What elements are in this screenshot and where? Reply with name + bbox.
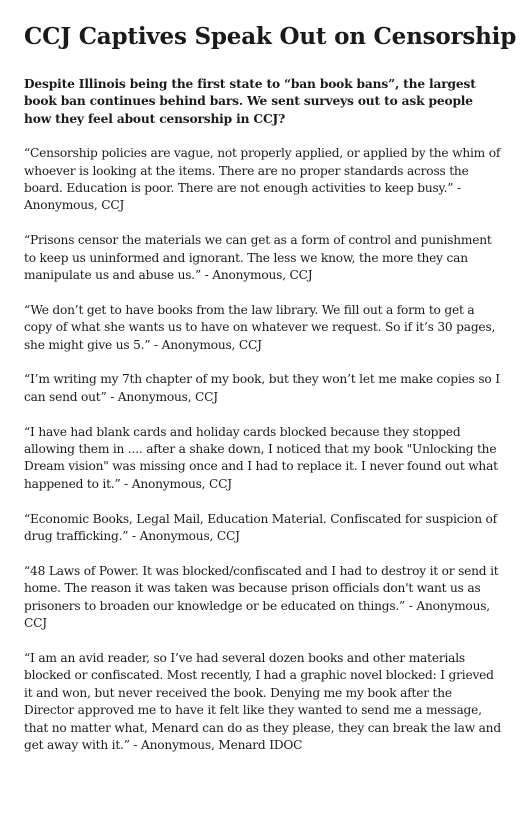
quote-4: “I’m writing my 7th chapter of my book, but they won’t let me make copies so I can send out” - Anonymous, CCJ (24, 372, 500, 404)
quote-1: “Censorship policies are vague, not properly applied, or applied by the whim of whoever is looking at the items. There are no proper standards across the board. Education is poor. There are not enough activities to keep busy.” - Anonymous, CCJ (24, 146, 501, 213)
quote-2: “Prisons censor the materials we can get as a form of control and punishment to keep us uninformed and ignorant. The less we know, the more they can manipulate us and abuse us.” - Anonymous, CCJ (24, 233, 492, 283)
quote-5: “I have had blank cards and holiday cards blocked because they stopped allowing them in .... after a shake down, I noticed that my book "Unlocking the Dream vision" was missing once and I had to replace it. I never found out what happened to it.” - Anonymous, CCJ (24, 424, 498, 491)
quote-3: “We don’t get to have books from the law library. We fill out a form to get a copy of what she wants us to have on whatever we request. So if it’s 30 pages, she might give us 5.” - Anonymous, CCJ (24, 302, 496, 352)
quote-6: “Economic Books, Legal Mail, Education Material. Confiscated for suspicion of drug trafficking.” - Anonymous, CCJ (24, 511, 497, 544)
document-page (24, 22, 517, 772)
intro-paragraph: Despite Illinois being the first state to “ban book bans”, the largest book ban continues behind bars. We sent surveys out to ask people how they feel about censorship in CCJ? (24, 77, 476, 126)
page-title: CCJ Captives Speak Out on Censorship (24, 23, 517, 50)
quote-7: “48 Laws of Power. It was blocked/confiscated and I had to destroy it or send it home. The reason it was taken was because prison officials don't want us as prisoners to broaden our knowledge or be educated on things.” - Anonymous, CCJ (24, 563, 499, 631)
quote-8: “I am an avid reader, so I’ve had several dozen books and other materials blocked or confiscated. Most recently, I had a graphic novel blocked: I grieved it and won, but never received the book. Denying me my book after the Director approved me to have it felt like they wanted to send me a message, that no matter what, Menard can do as they please, they can break the law and get away with it.” - Anonymous, Menard IDOC (24, 650, 501, 752)
